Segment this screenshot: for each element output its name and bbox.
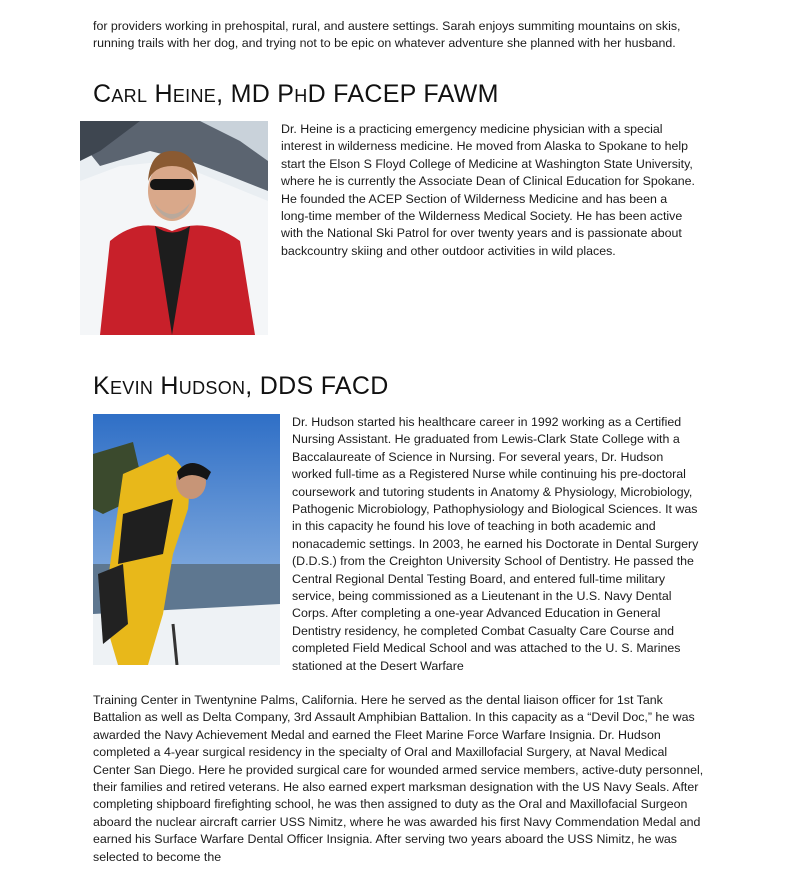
profile-photo-hudson [93, 414, 280, 665]
profile-name-hudson: Kevin Hudson, DDS FACD [93, 372, 389, 400]
profile-bio-heine: Dr. Heine is a practicing emergency medicine physician with a special interest in wilderness medicine. He moved from Alaska to Spokane to help start the Elson S Floyd College of Medicine at Washington State University, where he is currently the Associate Dean of Clinical Education for Spokane. He founded the ACEP Section of Wilderness Medicine and has been a long-time member of the Wilderness Medical Society. He has been active with the National Ski Patrol for over twenty years and is passionate about backcountry skiing and other outdoor activities in wild places. [281, 122, 695, 258]
hudson-photo-illustration [93, 414, 280, 665]
profile-bio-hudson-side: Dr. Hudson started his healthcare career in 1992 working as a Certified Nursing Assistant. He graduated from Lewis-Clark State College with a Baccalaureate of Science in Nursing. For several years, Dr. Hudson worked full-time as a Registered Nurse while continuing his pre-doctoral coursework and tutoring students in Anatomy & Physiology, Microbiology, Pathogenic Microbiology, Pathophysiology and Biological Sciences. It was in this capacity he found his love of teaching in both academic and nonacademic settings. In 2003, he earned his Doctorate in Dental Surgery (D.D.S.) from the Creighton University School of Dentistry. He passed the Central Regional Dental Testing Board, and entered full-time military service, being commissioned as a Lieutenant in the U.S. Navy Dental Corps. After completing a one-year Advanced Education in General Dentistry residency, he completed Combat Casualty Care Course and completed Field Medical School and was attached to the U. S. Marines stationed at the Desert Warfare [292, 415, 699, 673]
profile-name-heine: Carl Heine, MD PhD FACEP FAWM [93, 80, 499, 108]
profile-photo-heine [80, 121, 268, 335]
intro-paragraph: for providers working in prehospital, rural, and austere settings. Sarah enjoys summiting mountains on skis, running trails with her dog, and trying not to be epic on whatever adventure she planned with her husband. [93, 19, 681, 51]
profile-bio-hudson-full: Training Center in Twentynine Palms, California. Here he served as the dental liaison officer for 1st Tank Battalion as well as Delta Company, 3rd Assault Amphibian Battalion. In this capacity as a “Devil Doc,” he was awarded the Navy Achievement Medal and earned the Fleet Marine Force Warfare Insignia. Dr. Hudson completed a 4-year surgical residency in the specialty of Oral and Maxillofacial Surgery, at Naval Medical Center San Diego. Here he provided surgical care for wounded armed service members, active-duty personnel, their families and retired veterans. He also earned expert marksman designation with the US Navy Seals. After completing shipboard firefighting school, he was then assigned to duty as the Oral and Maxillofacial Surgeon aboard the nuclear aircraft carrier USS Nimitz, where he was awarded his first Navy Commendation Medal and earned his Surface Warfare Dental Officer Insignia. After serving two years aboard the USS Nimitz, he was selected to become the [93, 693, 704, 864]
heine-photo-illustration [80, 121, 268, 335]
